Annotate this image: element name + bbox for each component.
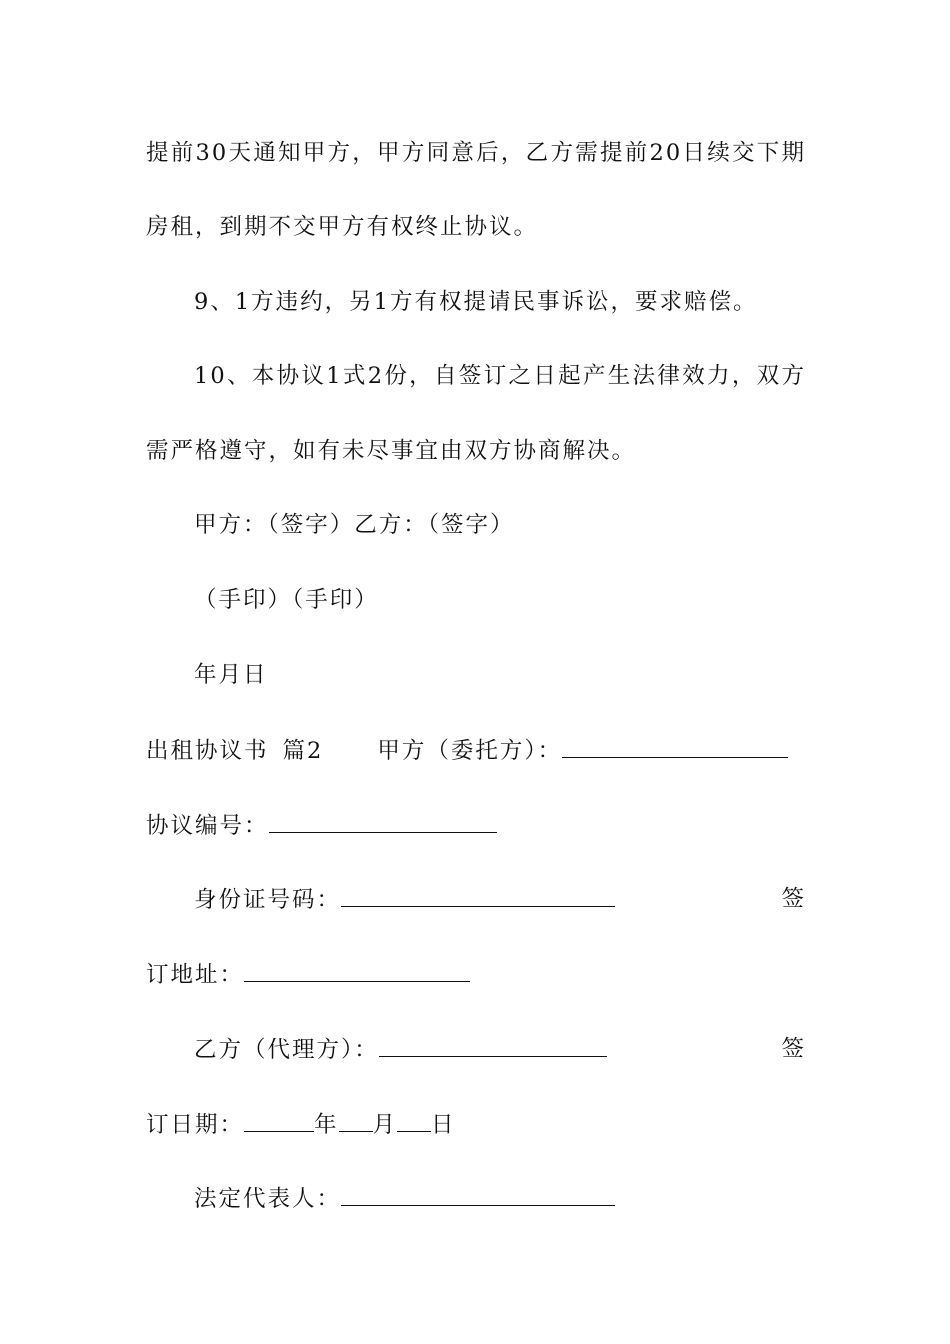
clause-10-continued: 需严格遵守，如有未尽事宜由双方协商解决。 (146, 438, 637, 464)
sign-address-line (146, 959, 806, 990)
party-b-field[interactable] (379, 1034, 607, 1057)
legal-rep-field[interactable] (341, 1183, 615, 1206)
sign-address-field[interactable] (244, 959, 470, 982)
sign-char: 签 (781, 886, 806, 912)
id-number-label: 身份证号码： (194, 887, 342, 913)
party-b-line (146, 1034, 806, 1065)
month-field[interactable] (339, 1109, 373, 1132)
form-title: 出租协议书 (146, 738, 269, 764)
day-field[interactable] (397, 1109, 431, 1132)
form-section: 篇2 (282, 738, 324, 764)
day-label: 日 (431, 1112, 456, 1138)
legal-rep-label: 法定代表人： (194, 1186, 342, 1212)
year-field[interactable] (244, 1109, 314, 1132)
sign-char: 签 (781, 1036, 806, 1062)
sign-date-line (146, 1109, 806, 1140)
signature-parties: 甲方：（签字）乙方：（签字） (194, 512, 515, 538)
agreement-number-field[interactable] (269, 810, 497, 833)
clause-9: 9、1方违约，另1方有权提请民事诉讼，要求赔偿。 (194, 289, 758, 315)
clause-10: 10、本协议1式2份，自签订之日起产生法律效力，双方 (194, 363, 806, 389)
form-header-line (146, 735, 806, 766)
party-b-label: 乙方（代理方）： (194, 1037, 379, 1063)
sign-date-label: 订日期： (146, 1112, 245, 1138)
party-a-label: 甲方（委托方）： (377, 738, 563, 764)
month-label: 月 (372, 1112, 398, 1138)
agreement-number-line (146, 810, 806, 841)
signature-date: 年月日 (194, 662, 268, 688)
id-number-line (146, 884, 806, 915)
agreement-number-label: 协议编号： (146, 813, 269, 839)
paragraph-line: 房租，到期不交甲方有权终止协议。 (146, 214, 539, 240)
year-label: 年 (314, 1112, 339, 1138)
paragraph-line: 提前30天通知甲方，甲方同意后，乙方需提前20日续交下期 (146, 140, 806, 166)
party-a-field[interactable] (562, 735, 788, 758)
sign-address-label: 订地址： (146, 962, 245, 988)
id-number-field[interactable] (341, 884, 615, 907)
signature-handprint: （手印）（手印） (194, 587, 379, 613)
legal-rep-line (146, 1183, 806, 1214)
